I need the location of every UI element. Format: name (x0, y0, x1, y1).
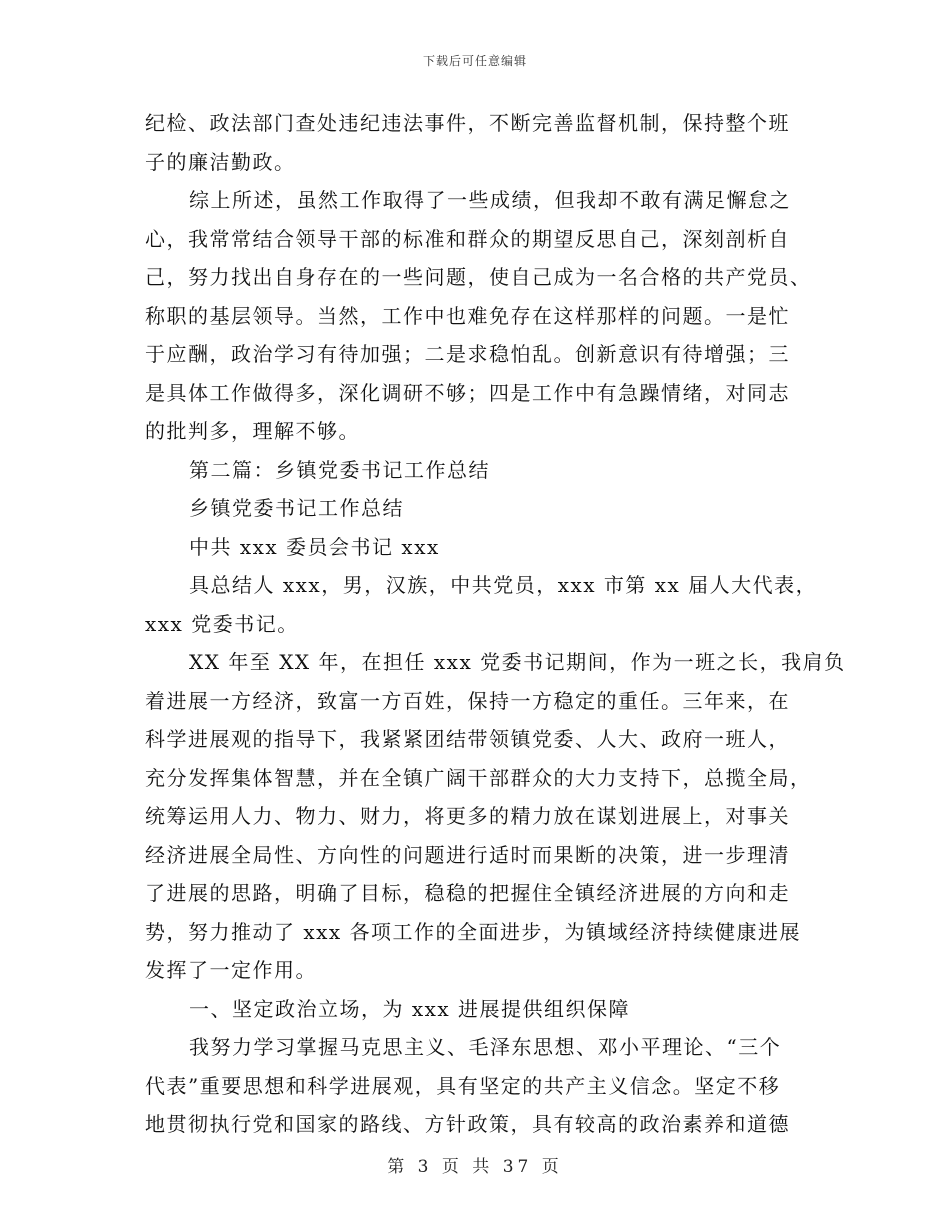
body-line: 统筹运用人力、物力、财力，将更多的精力放在谋划进展上，对事关 (145, 804, 790, 828)
body-line: 科学进展观的指导下，我紧紧团结带领镇党委、人大、政府一班人， (145, 727, 790, 751)
body-line: 于应酬，政治学习有待加强；二是求稳怕乱。创新意识有待增强；三 (145, 342, 790, 366)
document-title: 乡镇党委书记工作总结 (189, 496, 404, 520)
body-line: 着进展一方经济，致富一方百姓，保持一方稳定的重任。三年来，在 (145, 688, 790, 713)
author-line: 中共 xxx 委员会书记 xxx (189, 534, 440, 559)
body-line: 综上所述，虽然工作取得了一些成绩，但我却不敢有满足懈怠之 (189, 188, 791, 212)
section-heading: 第二篇：乡镇党委书记工作总结 (189, 457, 490, 482)
body-line: 我努力学习掌握马克思主义、毛泽东思想、邓小平理论、“三个 (189, 1035, 782, 1059)
body-line: 纪检、政法部门查处违纪违法事件，不断完善监督机制，保持整个班 (145, 111, 790, 135)
body-line: 势，努力推动了 xxx 各项工作的全面进步，为镇域经济持续健康进展 (145, 919, 802, 944)
body-line: 代表”重要思想和科学进展观，具有坚定的共产主义信念。坚定不移 (145, 1073, 781, 1098)
body-line: 经济进展全局性、方向性的问题进行适时而果断的决策，进一步理清 (145, 842, 790, 867)
page-number: 第 3 页 共 37 页 (387, 1157, 563, 1177)
body-line: 子的廉洁勤政。 (145, 149, 296, 174)
body-line: 地贯彻执行党和国家的路线、方针政策，具有较高的政治素养和道德 (145, 1112, 790, 1136)
body-line: 具总结人 xxx，男，汉族，中共党员，xxx 市第 xx 届人大代表， (189, 573, 818, 597)
page-header-note: 下载后可任意编辑 (422, 54, 527, 68)
body-line: 发挥了一定作用。 (145, 958, 317, 982)
body-line: xxx 党委书记。 (145, 611, 299, 636)
body-line: 心，我常常结合领导干部的标准和群众的期望反思自己，深刻剖析自 (145, 226, 790, 251)
body-line: 称职的基层领导。当然，工作中也难免存在这样那样的问题。一是忙 (145, 303, 790, 328)
document-body (145, 104, 846, 1144)
subsection-heading: 一、坚定政治立场，为 xxx 进展提供组织保障 (189, 996, 631, 1021)
body-line: XX 年至 XX 年，在担任 xxx 党委书记期间，作为一班之长，我肩负 (189, 650, 846, 674)
body-line: 了进展的思路，明确了目标，稳稳的把握住全镇经济进展的方向和走 (145, 881, 790, 905)
body-line: 充分发挥集体智慧，并在全镇广阔干部群众的大力支持下，总揽全局， (145, 765, 812, 790)
body-line: 己，努力找出自身存在的一些问题，使自己成为一名合格的共产党员、 (145, 265, 812, 289)
body-line: 是具体工作做得多，深化调研不够；四是工作中有急躁情绪，对同志 (145, 380, 790, 405)
body-line: 的批判多，理解不够。 (145, 419, 360, 443)
